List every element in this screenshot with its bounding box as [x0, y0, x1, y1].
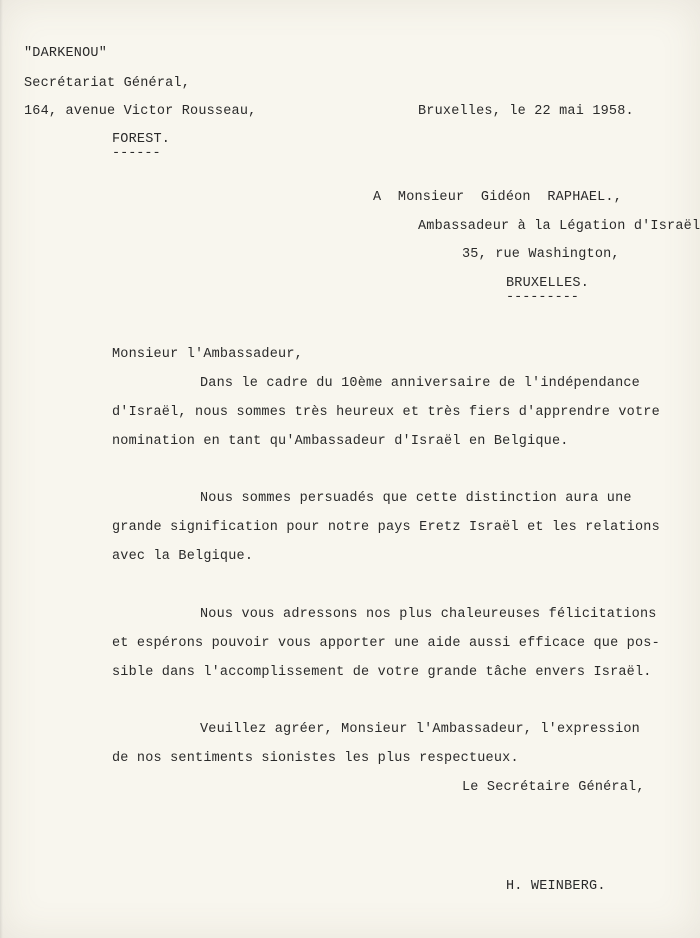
sender-department: Secrétariat Général,	[24, 76, 191, 91]
paragraph-2-line-3: avec la Belgique.	[112, 549, 254, 564]
date-line: Bruxelles, le 22 mai 1958.	[418, 104, 634, 119]
paragraph-1-line-1: Dans le cadre du 10ème anniversaire de l'indépendance	[200, 376, 640, 391]
paragraph-3-line-2: et espérons pouvoir vous apporter une aide aussi efficace que pos-	[112, 636, 660, 651]
signature-name: H. WEINBERG.	[506, 879, 606, 894]
recipient-line-1: A Monsieur Gidéon RAPHAEL.,	[373, 190, 623, 205]
paragraph-4-line-2: de nos sentiments sionistes les plus respectueux.	[112, 751, 519, 766]
recipient-line-3: 35, rue Washington,	[462, 247, 620, 262]
recipient-line-2: Ambassadeur à la Légation d'Israël	[418, 219, 700, 234]
sender-city-underline: ------	[112, 146, 161, 161]
sender-name: "DARKENOU"	[24, 46, 108, 61]
paragraph-4-line-1: Veuillez agréer, Monsieur l'Ambassadeur, l'expression	[200, 722, 640, 737]
paragraph-3-line-3: sible dans l'accomplissement de votre grande tâche envers Israël.	[112, 665, 652, 680]
signature-title: Le Secrétaire Général,	[462, 780, 645, 795]
page-edge	[0, 0, 3, 938]
salutation: Monsieur l'Ambassadeur,	[112, 347, 303, 362]
paragraph-2-line-1: Nous sommes persuadés que cette distinction aura une	[200, 491, 632, 506]
paragraph-3-line-1: Nous vous adressons nos plus chaleureuses félicitations	[200, 607, 657, 622]
paragraph-1-line-2: d'Israël, nous sommes très heureux et très fiers d'apprendre votre	[112, 405, 660, 420]
paragraph-1-line-3: nomination en tant qu'Ambassadeur d'Israël en Belgique.	[112, 434, 569, 449]
recipient-line-4-underline: ---------	[506, 290, 579, 305]
sender-city: FOREST.	[112, 132, 171, 147]
sender-address: 164, avenue Victor Rousseau,	[24, 104, 257, 119]
paragraph-2-line-2: grande signification pour notre pays Eretz Israël et les relations	[112, 520, 660, 535]
recipient-line-4: BRUXELLES.	[506, 276, 590, 291]
